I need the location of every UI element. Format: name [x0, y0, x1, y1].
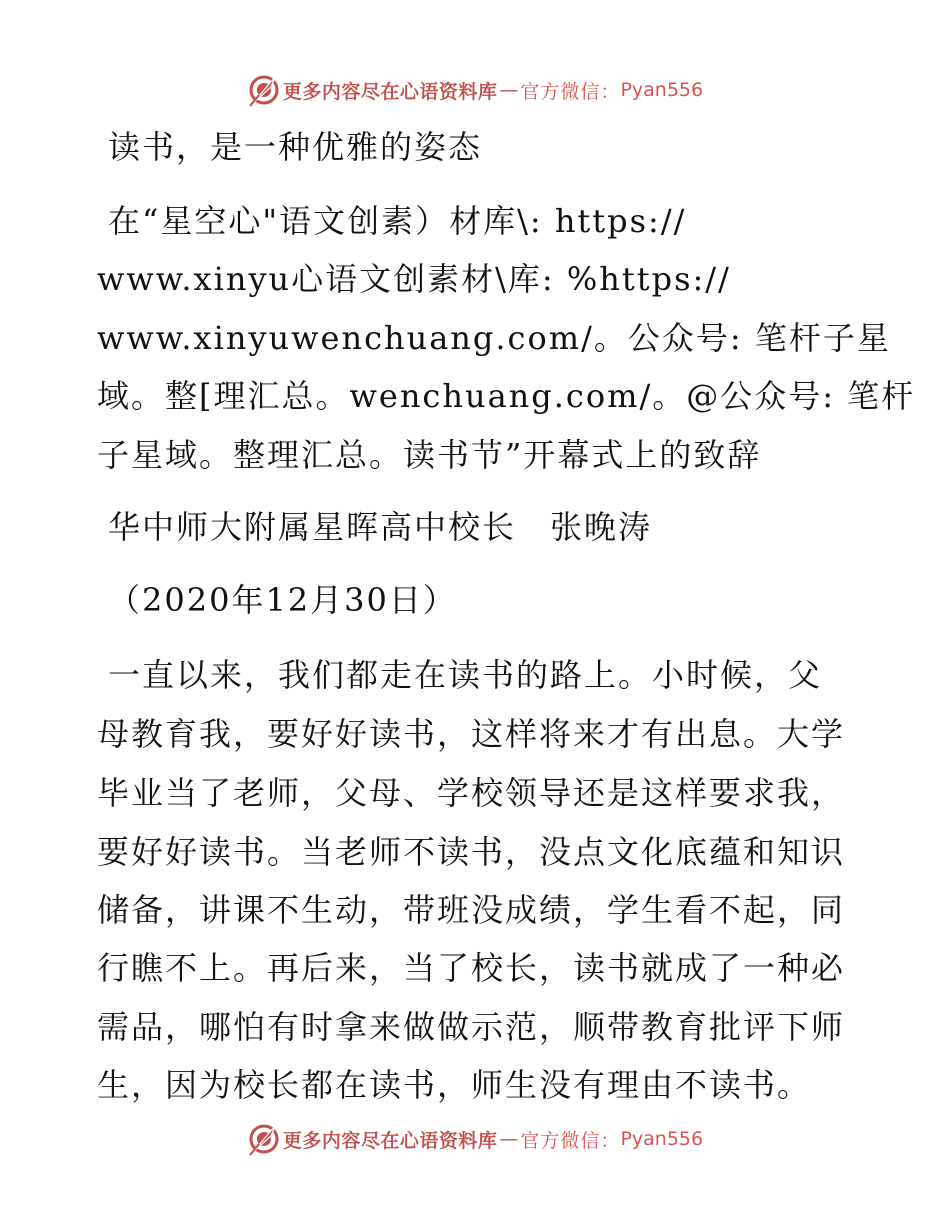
header-banner[interactable] [0, 70, 950, 110]
intro-line-2: www.xinyu心语文创素材\库: %https:// [97, 260, 731, 298]
banner-wechat-label: 官方微信： [520, 1129, 621, 1152]
banner-main-text: 更多内容尽在心语资料库 [282, 1129, 498, 1152]
intro-line-5: 子星域。整理汇总。读书节”开幕式上的致辞 [97, 436, 762, 474]
banner-main-text: 更多内容尽在心语资料库 [282, 80, 498, 103]
intro-line-1: 在“星空心"语文创素）材库\: https:// [108, 202, 687, 240]
document-title: 读书，是一种优雅的姿态 [108, 128, 483, 166]
author-line: 华中师大附属星晖高中校长 张晚涛 [108, 508, 653, 546]
banner-dash: — [499, 1128, 519, 1150]
banner-wechat-id: Pyan556 [620, 1128, 704, 1150]
body-line-6: 行瞧不上。再后来，当了校长，读书就成了一种必 [97, 949, 846, 987]
intro-line-4: 域。整[理汇总。wenchuang.com/。@公众号: 笔杆 [97, 377, 916, 415]
body-line-4: 要好好读书。当老师不读书，没点文化底蕴和知识 [97, 833, 846, 871]
body-line-2: 母教育我，要好好读书，这样将来才有出息。大学 [97, 715, 846, 753]
quill-logo-icon [247, 1122, 281, 1156]
footer-banner[interactable] [0, 1119, 950, 1159]
intro-line-3: www.xinyuwenchuang.com/。公众号: 笔杆子星 [97, 319, 891, 357]
body-line-1: 一直以来，我们都走在读书的路上。小时候，父 [108, 656, 823, 694]
quill-logo-icon [247, 73, 281, 107]
banner-dash: — [499, 79, 519, 101]
banner-wechat-id: Pyan556 [620, 79, 704, 101]
banner-wechat-label: 官方微信： [520, 80, 621, 103]
body-line-8: 生，因为校长都在读书，师生没有理由不读书。 [97, 1066, 812, 1104]
body-line-3: 毕业当了老师，父母、学校领导还是这样要求我， [97, 774, 846, 812]
body-line-5: 储备，讲课不生动，带班没成绩，学生看不起，同 [97, 891, 846, 929]
body-line-7: 需品，哪怕有时拿来做做示范，顺带教育批评下师 [97, 1008, 846, 1046]
date-line: （2020年12月30日） [108, 581, 457, 619]
